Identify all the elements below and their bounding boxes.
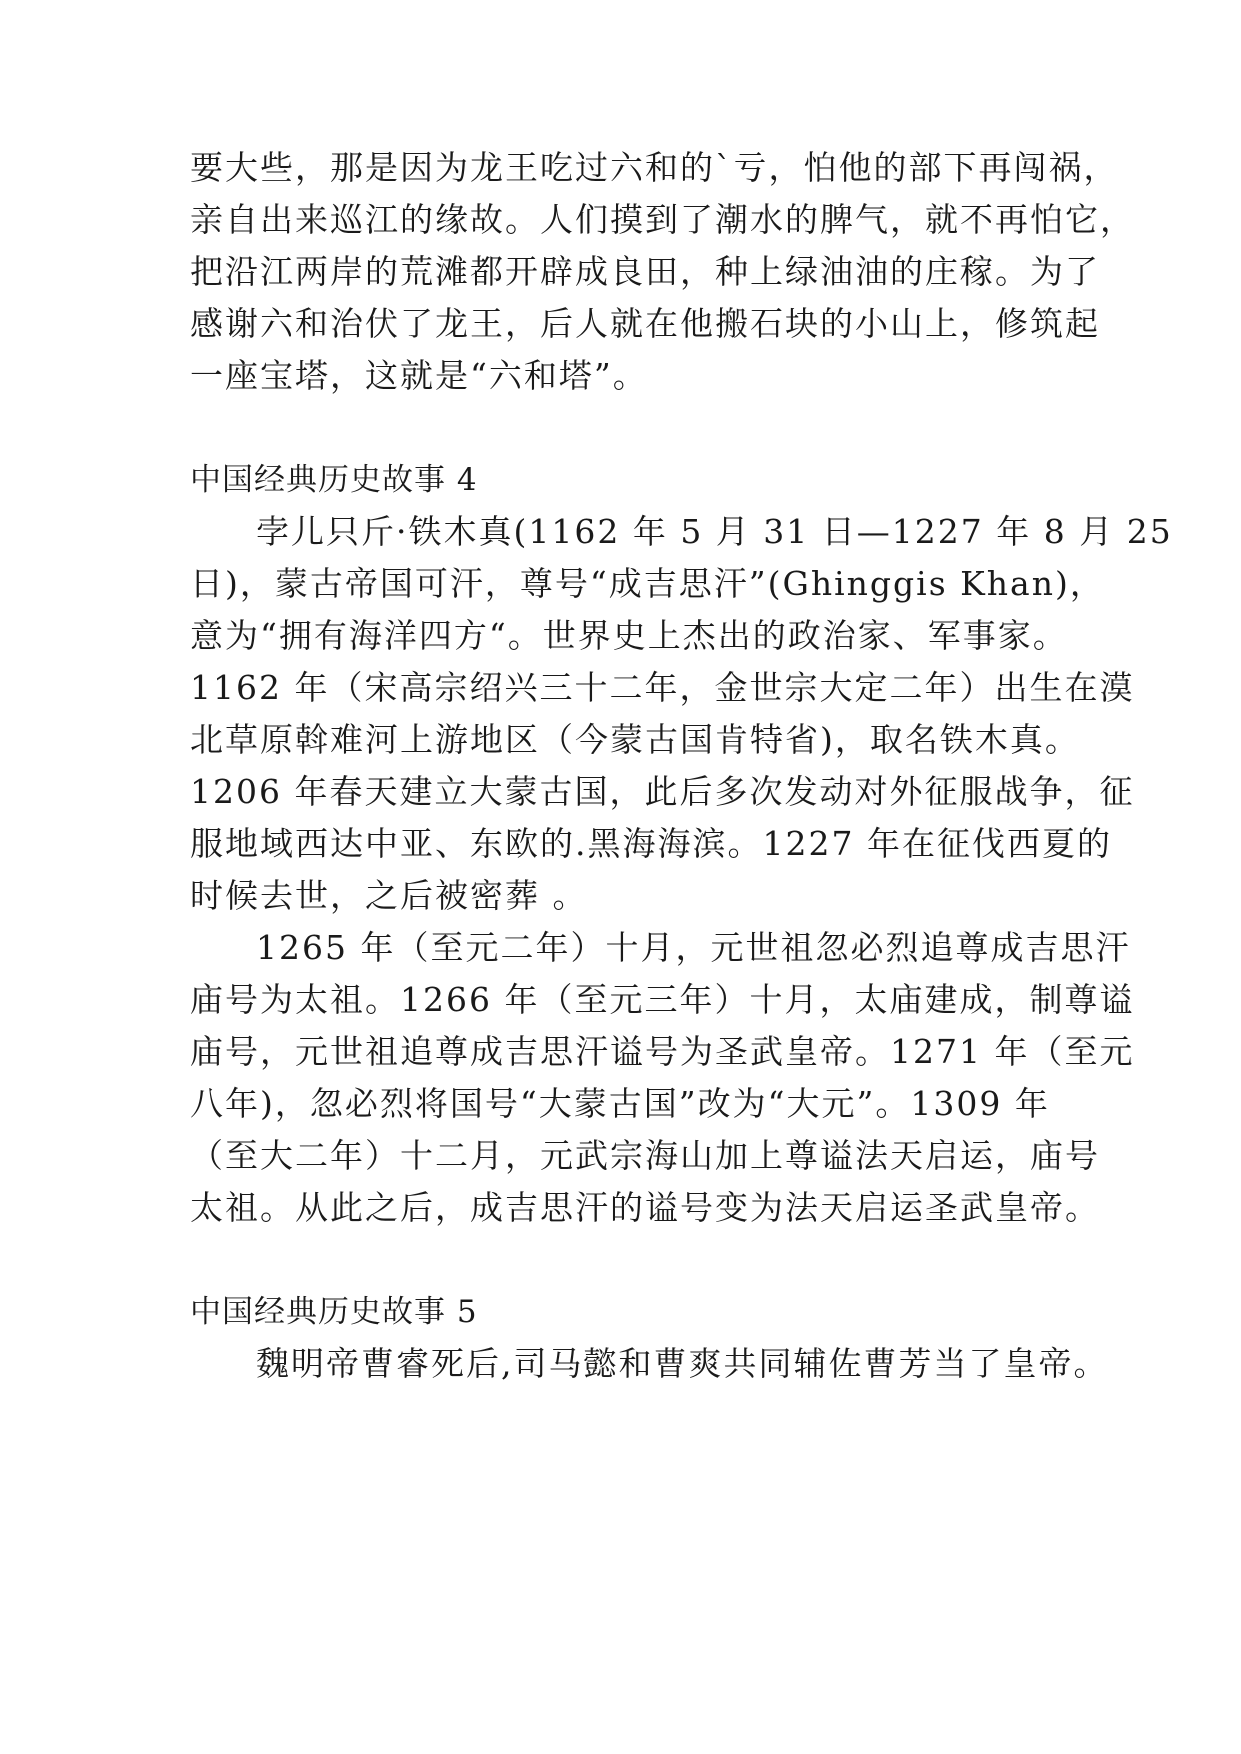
text-line: 要大些，那是因为龙王吃过六和的`亏，怕他的部下再闯祸， [190, 148, 1119, 187]
text-line: 1265 年（至元二年）十月，元世祖忽必烈追尊成吉思汗 [256, 928, 1131, 967]
text-line: 1162 年（宋高宗绍兴三十二年，金世宗大定二年）出生在漠 [190, 668, 1135, 707]
text-line: 太祖。从此之后，成吉思汗的谥号变为法天启运圣武皇帝。 [190, 1188, 1100, 1227]
text-line: 服地域西达中亚、东欧的.黑海海滨。1227 年在征伐西夏的 [190, 824, 1112, 863]
text-line: 意为“拥有海洋四方“。世界史上杰出的政治家、军事家。 [190, 616, 1068, 655]
text-line: 日)，蒙古帝国可汗，尊号“成吉思汗”(Ghinggis Khan)， [190, 564, 1105, 603]
text-line: 北草原斡难河上游地区（今蒙古国肯特省)，取名铁木真。 [190, 720, 1080, 759]
text-line: （至大二年）十二月，元武宗海山加上尊谥法天启运，庙号 [190, 1136, 1100, 1175]
text-line: 亲自出来巡江的缘故。人们摸到了潮水的脾气，就不再怕它， [190, 200, 1135, 239]
text-line: 把沿江两岸的荒滩都开辟成良田，种上绿油油的庄稼。为了 [190, 252, 1100, 291]
text-line: 感谢六和治伏了龙王，后人就在他搬石块的小山上，修筑起 [190, 304, 1100, 343]
text-line: 时候去世，之后被密葬 。 [190, 876, 588, 915]
text-line: 八年)，忽必烈将国号“大蒙古国”改为“大元”。1309 年 [190, 1084, 1050, 1123]
text-line: 庙号，元世祖追尊成吉思汗谥号为圣武皇帝。1271 年（至元 [190, 1032, 1135, 1071]
text-line: 孛儿只斤·铁木真(1162 年 5 月 31 日—1227 年 8 月 25 [256, 512, 1173, 551]
text-line: 1206 年春天建立大蒙古国，此后多次发动对外征服战争，征 [190, 772, 1135, 811]
text-line: 庙号为太祖。1266 年（至元三年）十月，太庙建成，制尊谥 [190, 980, 1135, 1019]
text-line: 魏明帝曹睿死后,司马懿和曹爽共同辅佐曹芳当了皇帝。 [256, 1344, 1109, 1383]
text-line: 一座宝塔，这就是“六和塔”。 [190, 356, 648, 395]
section-heading: 中国经典历史故事 5 [190, 1294, 478, 1330]
section-heading: 中国经典历史故事 4 [190, 462, 478, 498]
